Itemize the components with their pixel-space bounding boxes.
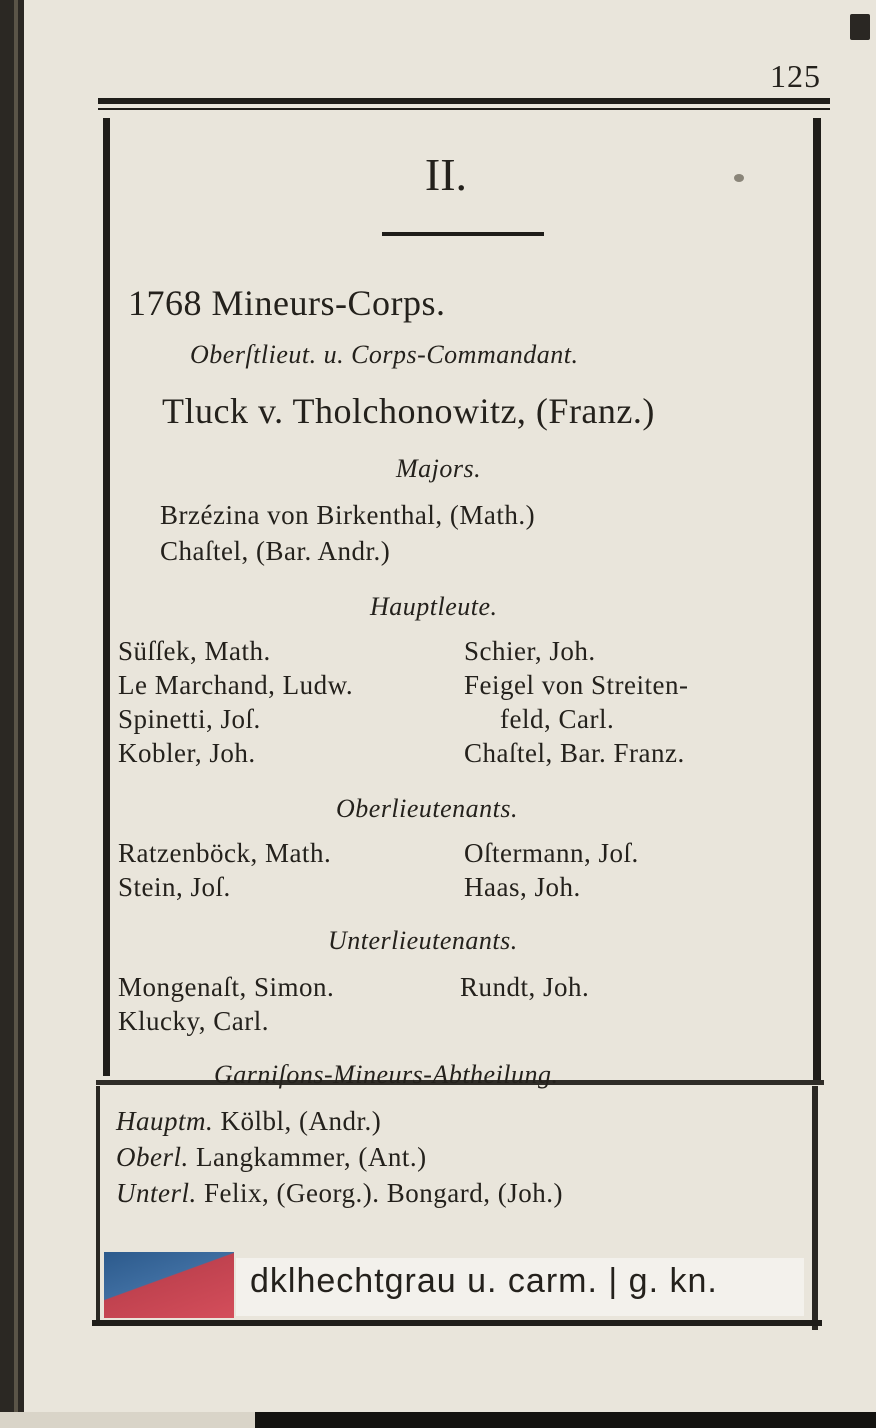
corps-heading: 1768 Mineurs-Corps.: [128, 283, 446, 323]
ink-speck: [734, 174, 744, 182]
hauptmann-name: Süſſek, Math.: [118, 636, 271, 666]
major-name: Brzézina von Birkenthal, (Math.): [160, 500, 536, 530]
garnison-label: Garniſons-Mineurs-Abtheilung.: [214, 1060, 559, 1089]
officer-name: Felix, (Georg.). Bongard, (Joh.): [204, 1178, 563, 1208]
frame-left: [103, 118, 110, 1076]
garnison-row: [116, 1142, 427, 1173]
rank-label: Oberl.: [116, 1142, 189, 1172]
garnison-row: [116, 1106, 381, 1137]
hauptmann-name: Schier, Joh.: [464, 636, 596, 666]
hauptmann-name: Kobler, Joh.: [118, 738, 256, 768]
section-numeral: II.: [424, 149, 468, 200]
rank-label: Unterl.: [116, 1178, 197, 1208]
officer-name: Langkammer, (Ant.): [196, 1142, 427, 1172]
hauptmann-name: Le Marchand, Ludw.: [118, 670, 354, 700]
uniform-description: dklhechtgrau u. carm. | g. kn.: [250, 1262, 718, 1300]
book-gutter: [0, 0, 24, 1428]
hauptmann-name: Feigel von Streiten-: [464, 670, 689, 700]
top-rule-thin: [98, 108, 830, 110]
frame-right-lower: [812, 1086, 818, 1330]
gutter-line: [14, 0, 18, 1428]
majors-label: Majors.: [396, 454, 482, 483]
hauptmann-name: Chaſtel, Bar. Franz.: [464, 738, 685, 768]
rank-label: Hauptm.: [116, 1106, 214, 1136]
frame-left-lower: [96, 1086, 100, 1326]
hauptmann-name: feld, Carl.: [500, 704, 615, 734]
unterlieutenants-label: Unterlieutenants.: [328, 926, 518, 955]
bottom-edge: [0, 1412, 876, 1428]
major-name: Chaſtel, (Bar. Andr.): [160, 536, 391, 566]
oberlieutenant-name: Stein, Joſ.: [118, 872, 231, 902]
oberlieutenant-name: Haas, Joh.: [464, 872, 581, 902]
oberlieutenant-name: Oſtermann, Joſ.: [464, 838, 639, 868]
uniform-color-swatch: [104, 1252, 234, 1318]
title-rule: [382, 232, 544, 236]
commander-title: Oberſtlieut. u. Corps-Commandant.: [190, 340, 579, 369]
unterlieutenant-name: Rundt, Joh.: [460, 972, 590, 1002]
top-rule: [98, 98, 830, 104]
oberlieutenants-label: Oberlieutenants.: [336, 794, 519, 823]
page-number: 125: [770, 58, 821, 94]
unterlieutenant-name: Mongenaſt, Simon.: [118, 972, 335, 1002]
unterlieutenant-name: Klucky, Carl.: [118, 1006, 269, 1036]
page-corner-mark: [850, 14, 870, 40]
frame-bottom: [92, 1320, 822, 1326]
frame-right: [813, 118, 821, 1080]
officer-name: Kölbl, (Andr.): [220, 1106, 382, 1136]
garnison-row: [116, 1178, 563, 1209]
hauptleute-label: Hauptleute.: [370, 592, 498, 621]
hauptmann-name: Spinetti, Joſ.: [118, 704, 261, 734]
commander-name: Tluck v. Tholchonowitz, (Franz.): [162, 391, 655, 431]
oberlieutenant-name: Ratzenböck, Math.: [118, 838, 332, 868]
